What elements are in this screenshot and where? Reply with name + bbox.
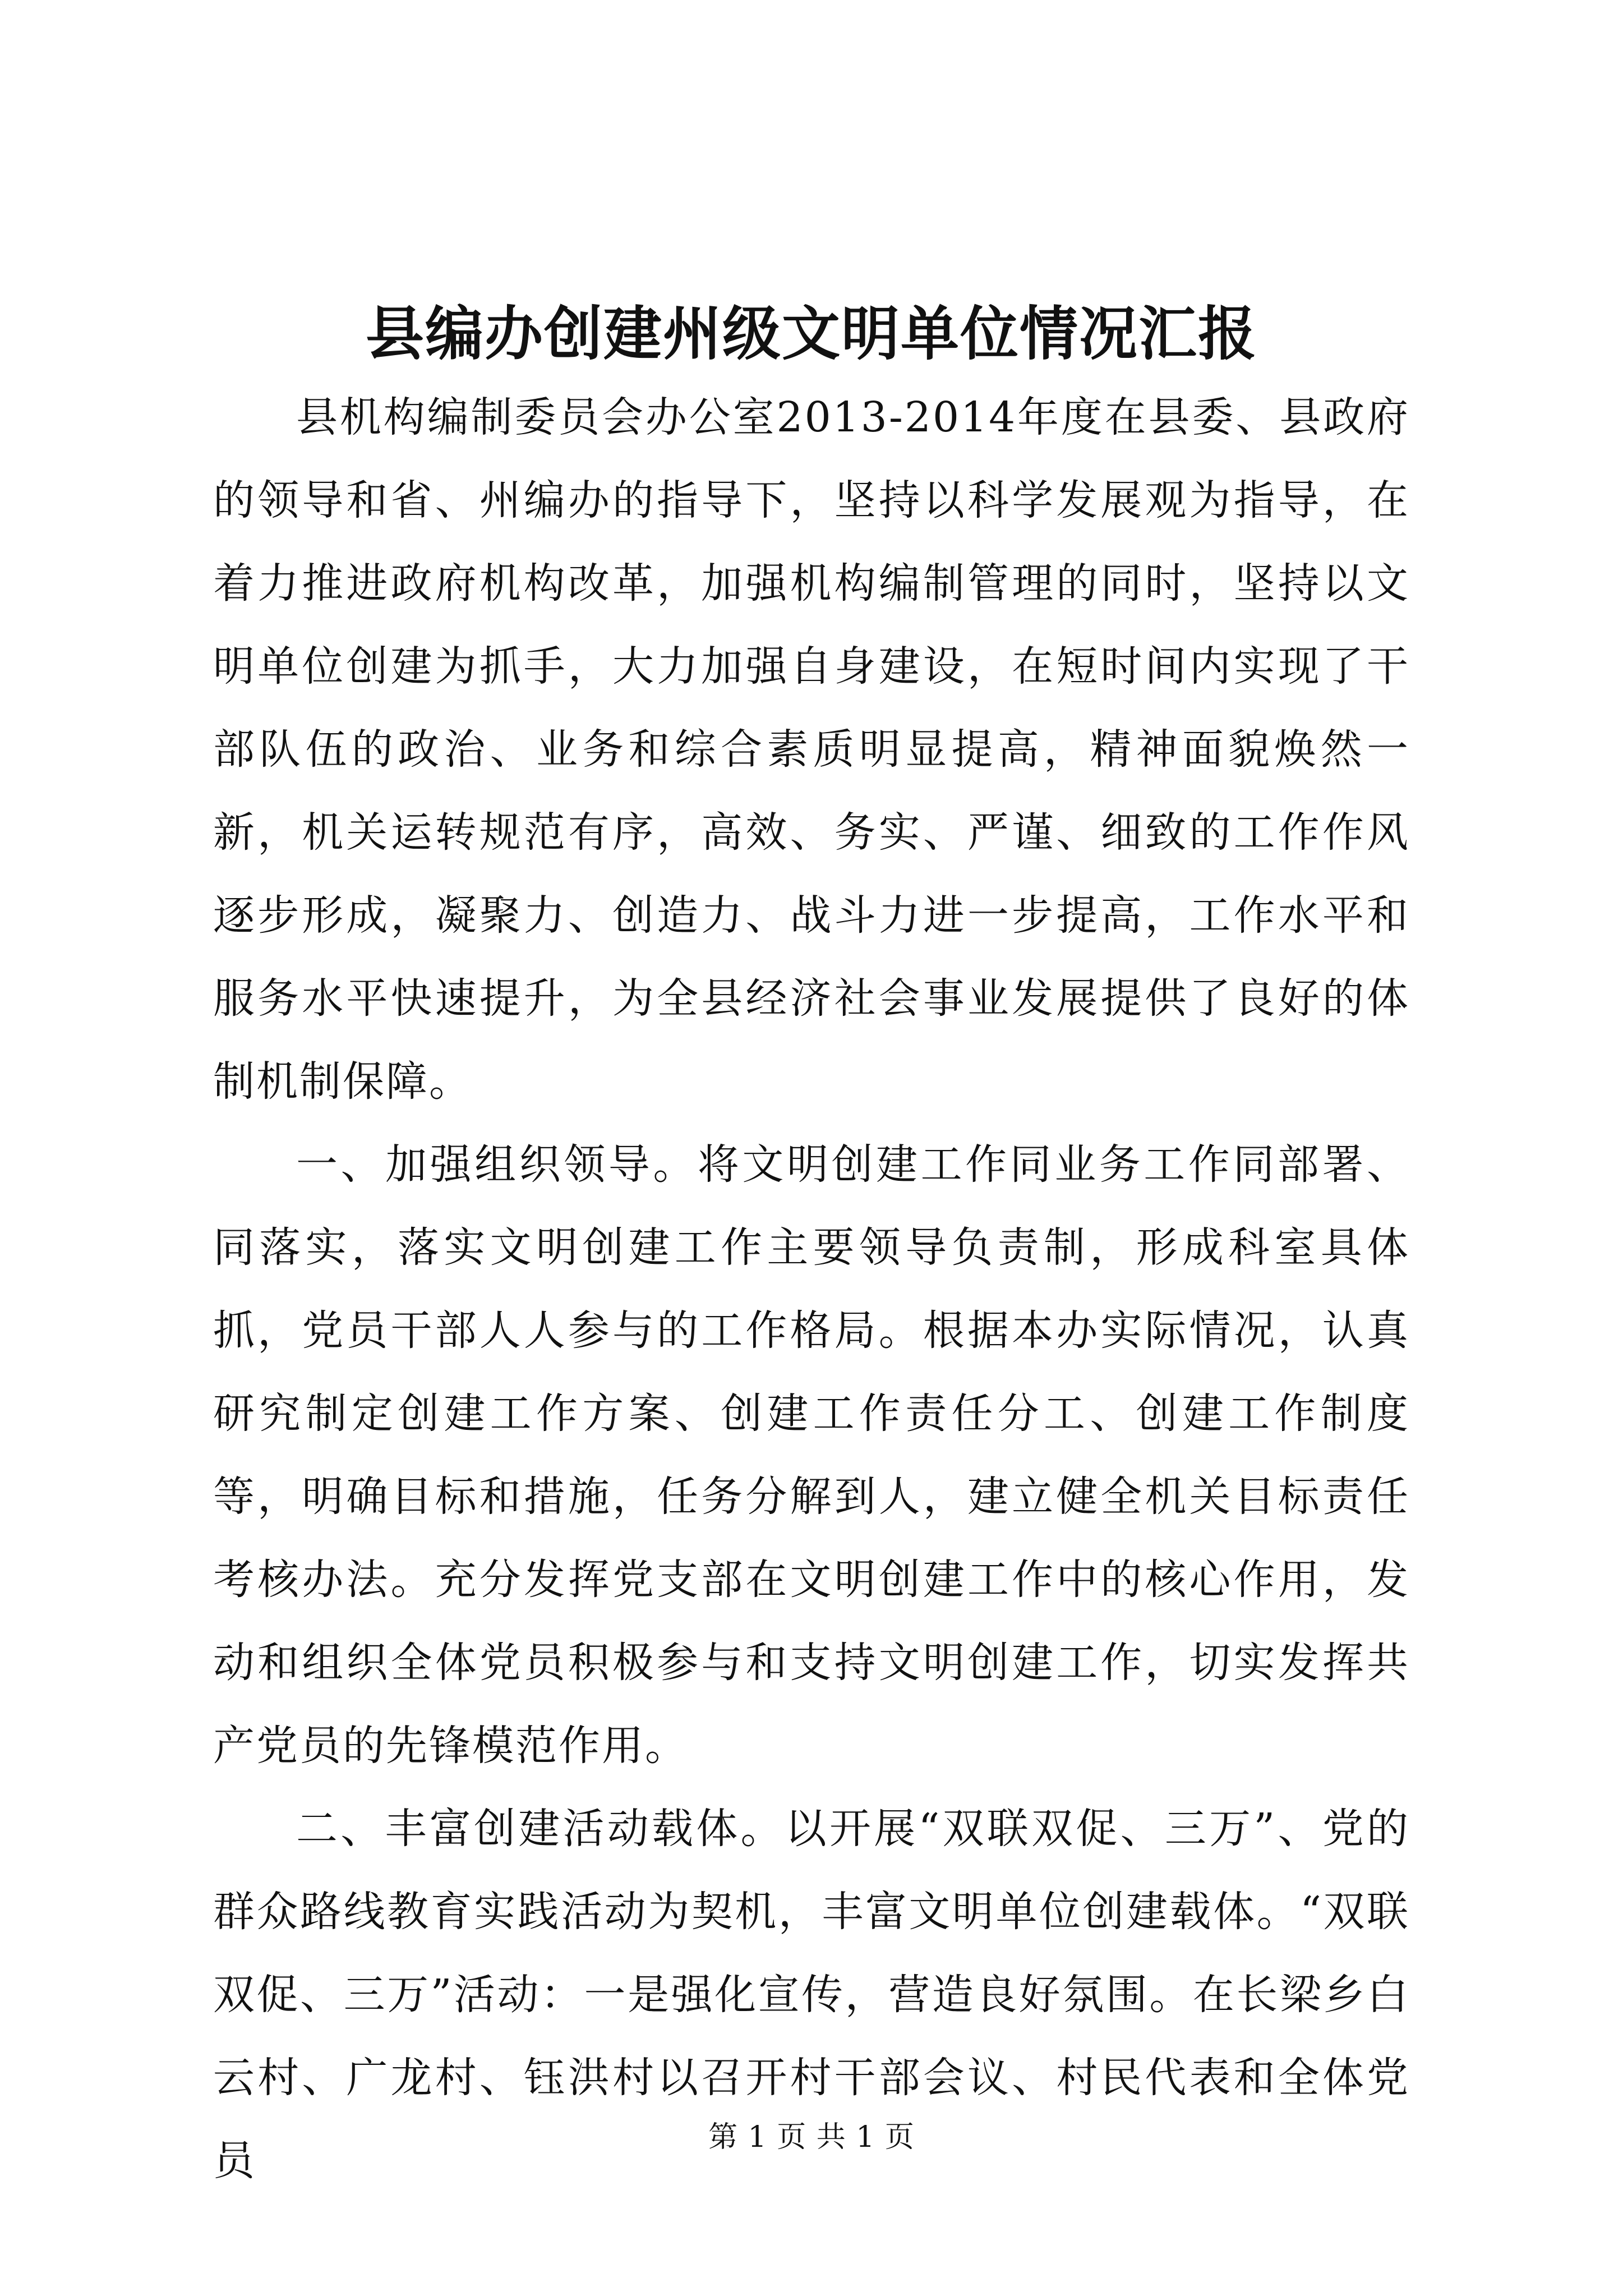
paragraph-section-2: 二、丰富创建活动载体。以开展“双联双促、三万”、党的群众路线教育实践活动为契机，丰富文明单位创建载体。“双联双促、三万”活动：一是强化宣传，营造良好氛围。在长梁乡白云村、广龙村、钰洪村以召开村干部会议、村民代表和全体党员	[213, 1805, 1410, 2185]
paragraph-section-1: 一、加强组织领导。将文明创建工作同业务工作同部署、同落实，落实文明创建工作主要领导负责制，形成科室具体抓，党员干部人人参与的工作格局。根据本办实际情况，认真研究制定创建工作方案、创建工作责任分工、创建工作制度等，明确目标和措施，任务分解到人，建立健全机关目标责任考核办法。充分发挥党支部在文明创建工作中的核心作用，发动和组织全体党员积极参与和支持文明创建工作，切实发挥共产党员的先锋模范作用。	[213, 1140, 1410, 1770]
paragraph-intro: 县机构编制委员会办公室2013-2014年度在县委、县政府的领导和省、州编办的指导下，坚持以科学发展观为指导，在着力推进政府机构改革，加强机构编制管理的同时，坚持以文明单位创建为抓手，大力加强自身建设，在短时间内实现了干部队伍的政治、业务和综合素质明显提高，精神面貌焕然一新，机关运转规范有序，高效、务实、严谨、细致的工作作风逐步形成，凝聚力、创造力、战斗力进一步提高，工作水平和服务水平快速提升，为全县经济社会事业发展提供了良好的体制机制保障。	[213, 393, 1410, 1106]
document-body	[213, 376, 1410, 2202]
document-title: 县编办创建州级文明单位情况汇报	[365, 299, 1257, 368]
page-footer: 第 1 页 共 1 页	[708, 2120, 915, 2154]
